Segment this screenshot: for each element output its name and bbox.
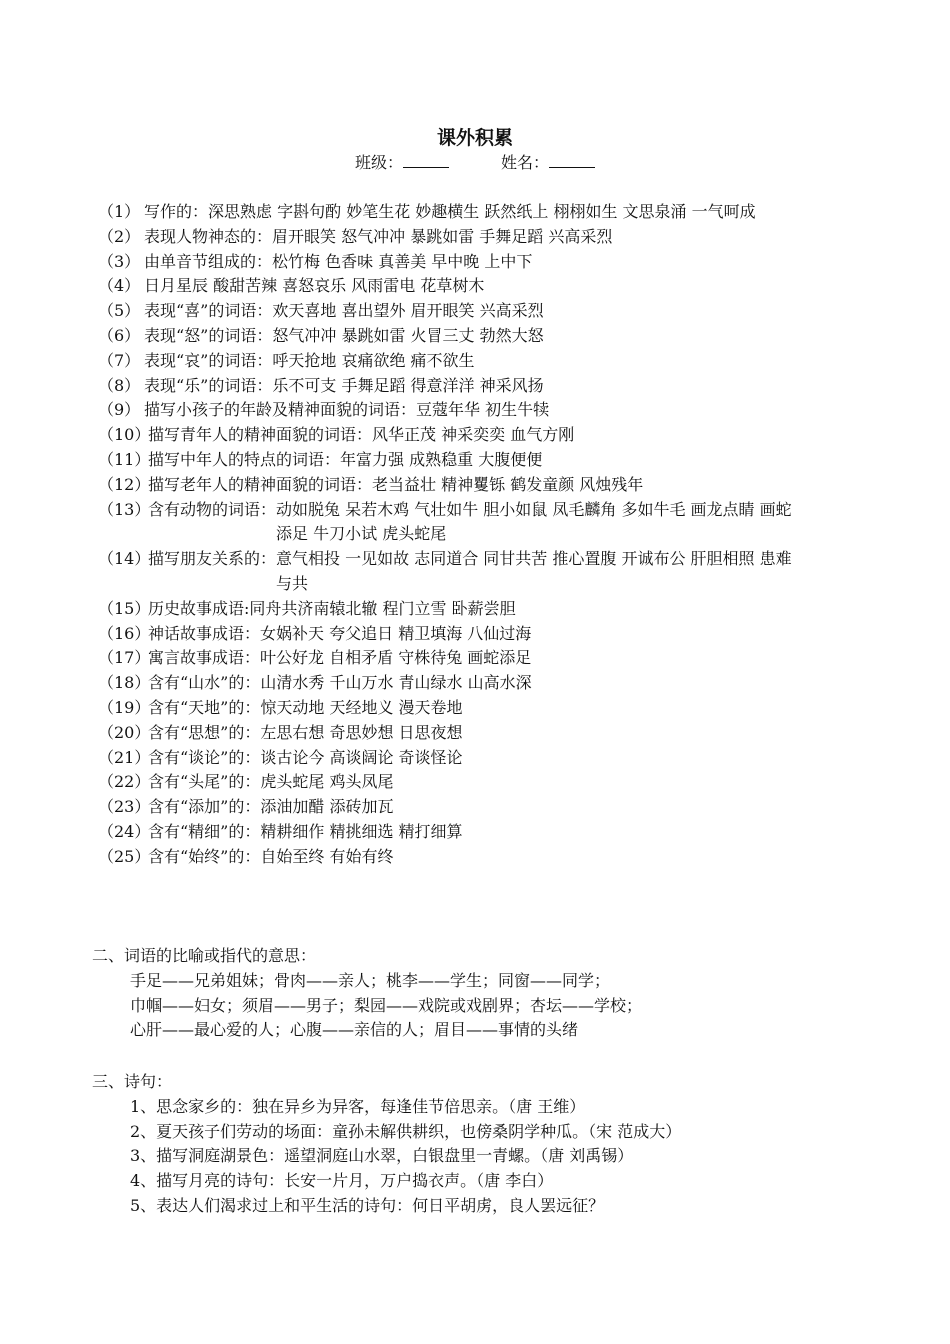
list-item: [98, 746, 818, 771]
item-number: （20）: [98, 722, 151, 742]
item-words: 动如脱兔 呆若木鸡 气壮如牛 胆小如鼠 凤毛麟角 多如牛毛 画龙点睛 画蛇添足 牛刀小试 虎头蛇尾: [276, 499, 792, 544]
item-number: （2）: [98, 226, 141, 246]
list-item: [98, 547, 818, 597]
item-words: 呼天抢地 哀痛欲绝 痛不欲生: [272, 350, 475, 370]
section-poems: [92, 1070, 681, 1219]
item-number: （1）: [98, 202, 141, 221]
item-label: 含有“谈论”的：: [148, 747, 261, 767]
item-words: 惊天动地 天经地义 漫天卷地: [260, 697, 463, 717]
item-number: （7）: [98, 350, 141, 370]
item-label: 神话故事成语：: [148, 623, 261, 643]
item-words: 山清水秀 千山万水 青山绿水 山高水深: [260, 673, 532, 693]
item-label: 含有“头尾”的：: [148, 772, 261, 792]
item-number: （23）: [98, 797, 151, 817]
list-item: [98, 820, 818, 845]
item-number: （6）: [98, 325, 141, 345]
item-number: （4）: [98, 276, 141, 296]
section-line: 巾帼——妇女；须眉——男子；梨园——戏院或戏剧界；杏坛——学校；: [130, 995, 643, 1015]
item-words: 深思熟虑 字斟句酌 妙笔生花 妙趣横生 跃然纸上 栩栩如生 文思泉涌 一气呵成: [208, 202, 756, 221]
item-words: 欢天喜地 喜出望外 眉开眼笑 兴高采烈: [272, 301, 544, 321]
item-number: （5）: [98, 301, 141, 321]
section-line: 手足——兄弟姐妹；骨肉——亲人；桃李——学生；同窗——同学；: [130, 970, 611, 990]
list-item: [98, 374, 818, 399]
item-words: 意气相投 一见如故 志同道合 同甘共苦 推心置腹 开诚布公 肝胆相照 患难与共: [276, 549, 792, 593]
item-label: 含有“精细”的：: [148, 821, 261, 841]
section-metaphors: [92, 944, 642, 1043]
list-item: [98, 622, 818, 647]
item-words: 自始至终 有始有终: [260, 846, 394, 866]
item-label: 含有“天地”的：: [148, 697, 261, 717]
list-item: [98, 597, 818, 622]
poem-line: 5、表达人们渴求过上和平生活的诗句：何日平胡虏，良人罢远征？: [130, 1195, 605, 1215]
item-label: 描写朋友关系的：: [148, 549, 277, 569]
list-item: [98, 473, 818, 498]
item-number: （25）: [98, 846, 151, 866]
name-blank: [549, 152, 595, 168]
item-label: 含有“始终”的：: [148, 846, 261, 866]
item-words: 老当益壮 精神矍铄 鹤发童颜 风烛残年: [372, 474, 644, 494]
item-number: （24）: [98, 821, 151, 841]
item-label: 寓言故事成语：: [148, 648, 261, 668]
item-words: 叶公好龙 自相矛盾 守株待兔 画蛇添足: [260, 648, 532, 668]
item-label: 描写中年人的特点的词语：: [148, 449, 341, 469]
item-number: （19）: [98, 697, 151, 717]
list-item: [98, 299, 818, 324]
item-words: 怒气冲冲 暴跳如雷 火冒三丈 勃然大怒: [272, 325, 544, 345]
item-number: （21）: [98, 747, 151, 767]
list-item: [98, 274, 818, 299]
poem-line: 4、描写月亮的诗句：长安一片月，万户捣衣声。（唐 李白）: [130, 1171, 554, 1191]
item-words: 松竹梅 色香味 真善美 早中晚 上中下: [272, 251, 533, 271]
item-label: 由单音节组成的：: [144, 251, 273, 271]
item-number: （17）: [98, 648, 151, 668]
item-label: 含有“山水”的：: [148, 673, 261, 693]
item-number: （3）: [98, 251, 141, 271]
item-label: 含有动物的词语：: [148, 499, 277, 519]
idiom-list: [98, 200, 818, 870]
section-heading: 二、词语的比喻或指代的意思：: [92, 946, 317, 965]
section-heading: 三、诗句：: [92, 1072, 173, 1091]
list-item: [98, 498, 818, 548]
item-label: 描写青年人的精神面貌的词语：: [148, 425, 373, 445]
item-words: 豆蔻年华 初生牛犊: [416, 400, 550, 420]
class-blank: [403, 152, 449, 168]
item-number: （18）: [98, 673, 151, 693]
item-words: 添油加醋 添砖加瓦: [260, 797, 394, 817]
item-number: （11）: [98, 449, 151, 469]
item-number: （9）: [98, 400, 141, 420]
item-words: 乐不可支 手舞足蹈 得意洋洋 神采风扬: [272, 375, 544, 395]
list-item: [98, 795, 818, 820]
item-label: 含有“思想”的：: [148, 722, 261, 742]
item-label: 表现人物神态的：: [144, 226, 273, 246]
item-words: 眉开眼笑 怒气冲冲 暴跳如雷 手舞足蹈 兴高采烈: [272, 226, 613, 246]
item-words: 风华正茂 神采奕奕 血气方刚: [372, 425, 575, 445]
name-label: 姓名：: [501, 153, 550, 172]
item-label: 写作的：: [144, 202, 209, 221]
poem-line: 3、描写洞庭湖景色：遥望洞庭山水翠，白银盘里一青螺。（唐 刘禹锡）: [130, 1146, 634, 1166]
list-item: [98, 349, 818, 374]
list-item: [98, 225, 818, 250]
list-item: [98, 721, 818, 746]
item-words: 同舟共济南辕北辙 程门立雪 卧薪尝胆: [249, 598, 516, 618]
list-item: [98, 646, 818, 671]
page-title: 课外积累: [436, 127, 513, 149]
item-words: 左思右想 奇思妙想 日思夜想: [260, 722, 463, 742]
list-item: [98, 845, 818, 870]
item-label: 表现“喜”的词语：: [144, 301, 273, 321]
list-item: [98, 200, 818, 225]
item-words: 日月星辰 酸甜苦辣 喜怒哀乐 风雨雷电 花草树木: [144, 276, 485, 296]
list-item: [98, 324, 818, 349]
list-item: [98, 398, 818, 423]
student-info-line: [0, 151, 950, 175]
item-words: 女娲补天 夸父追日 精卫填海 八仙过海: [260, 623, 532, 643]
item-label: 描写老年人的精神面貌的词语：: [148, 474, 373, 494]
item-number: （22）: [98, 772, 151, 792]
item-words: 谈古论今 高谈阔论 奇谈怪论: [260, 747, 463, 767]
item-label: 历史故事成语:: [148, 598, 250, 618]
item-number: （10）: [98, 425, 151, 445]
list-item: [98, 448, 818, 473]
item-label: 表现“怒”的词语：: [144, 325, 273, 345]
list-item: [98, 696, 818, 721]
poem-line: 2、夏天孩子们劳动的场面：童孙未解供耕织，也傍桑阴学种瓜。（宋 范成大）: [130, 1121, 682, 1141]
section-line: 心肝——最心爱的人；心腹——亲信的人；眉目——事情的头绪: [130, 1020, 579, 1040]
list-item: [98, 671, 818, 696]
class-label: 班级：: [354, 153, 403, 172]
item-number: （12）: [98, 474, 151, 494]
item-words: 年富力强 成熟稳重 大腹便便: [340, 449, 543, 469]
item-words: 虎头蛇尾 鸡头凤尾: [260, 772, 394, 792]
item-words: 精耕细作 精挑细选 精打细算: [260, 821, 463, 841]
item-label: 表现“乐”的词语：: [144, 375, 273, 395]
item-number: （13）: [98, 499, 151, 519]
poem-line: 1、思念家乡的：独在异乡为异客，每逢佳节倍思亲。（唐 王维）: [130, 1096, 586, 1116]
item-number: （8）: [98, 375, 141, 395]
item-label: 表现“哀”的词语：: [144, 350, 273, 370]
item-number: （16）: [98, 623, 151, 643]
list-item: [98, 423, 818, 448]
item-label: 描写小孩子的年龄及精神面貌的词语：: [144, 400, 417, 420]
list-item: [98, 250, 818, 275]
list-item: [98, 770, 818, 795]
item-label: 含有“添加”的：: [148, 797, 261, 817]
item-number: （14）: [98, 549, 151, 569]
item-number: （15）: [98, 598, 151, 618]
